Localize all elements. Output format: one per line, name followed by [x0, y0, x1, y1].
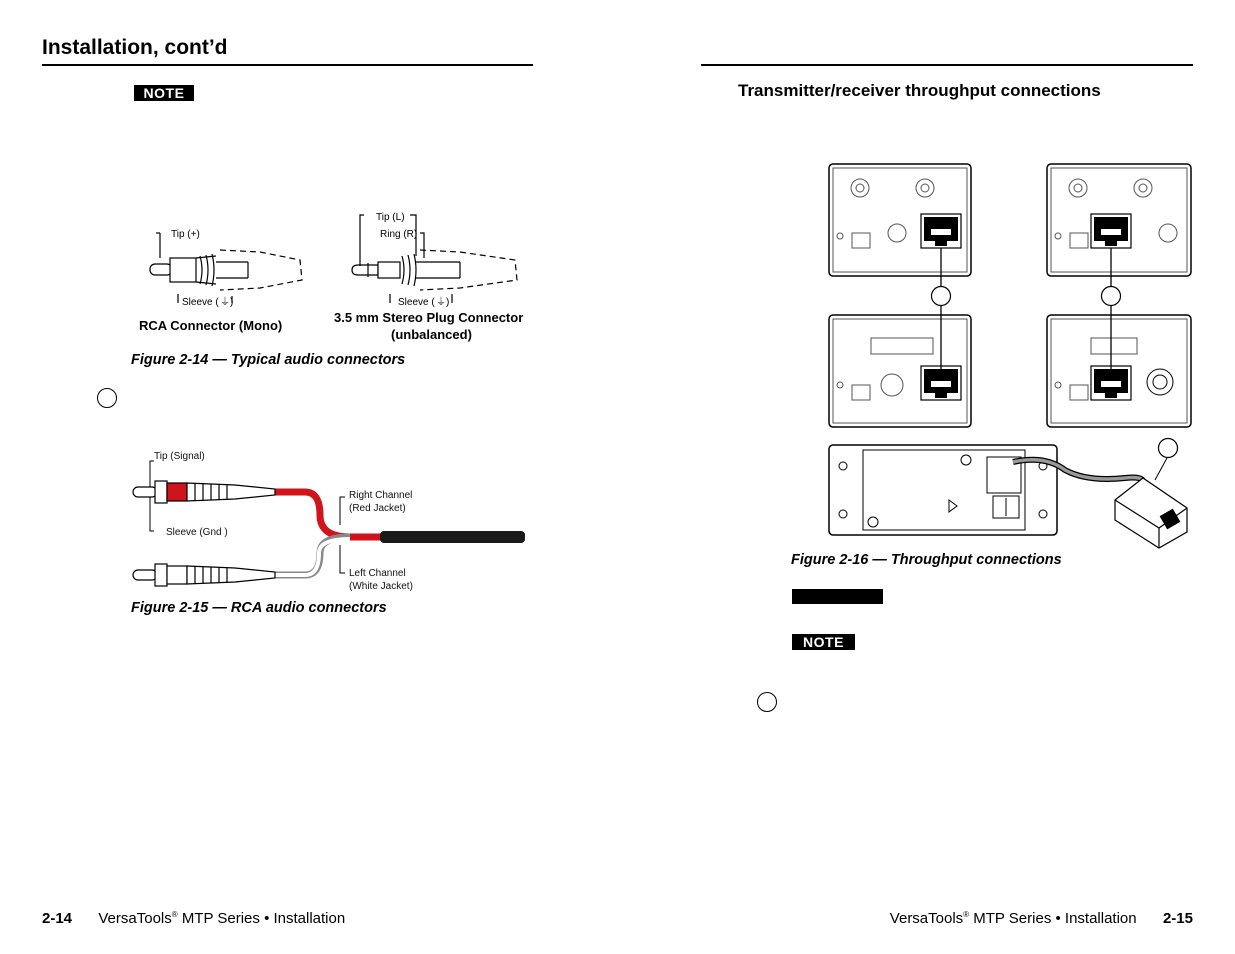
right-page-number: 2-15: [1162, 910, 1193, 927]
tip-signal-label: Tip (Signal): [154, 451, 205, 462]
heading-rule: [42, 64, 533, 66]
transmitter-unit-middle-left: [829, 315, 971, 427]
left-channel-label: Left Channel: [349, 568, 406, 579]
right-channel-jacket-label: (Red Jacket): [349, 503, 406, 514]
figure-2-15-caption: Figure 2-15 — RCA audio connectors: [131, 600, 387, 616]
ground-symbol-icon: ⏚): [436, 297, 450, 308]
section-heading: Transmitter/receiver throughput connections: [738, 81, 1101, 100]
ground-symbol-icon: ⏚): [220, 297, 234, 308]
stereo-plug-drawing: [352, 215, 517, 303]
throughput-connections-figure: [825, 160, 1195, 550]
stereo-tip-label: Tip (L): [376, 212, 405, 223]
left-footer-text: MTP Series • Installation: [177, 910, 346, 927]
callout-circle-2: [1102, 287, 1121, 306]
left-footer: 2-14 VersaTools® MTP Series • Installation: [42, 910, 346, 927]
note-badge: NOTE: [134, 85, 194, 101]
rj45-coupler: [1115, 478, 1187, 548]
step-circle-marker-right: [757, 692, 777, 712]
left-channel-jacket-label: (White Jacket): [349, 581, 413, 592]
receiver-unit-top-left: [829, 164, 971, 276]
right-top-rule: [701, 64, 1193, 66]
stereo-connector-title-1: 3.5 mm Stereo Plug Connector: [334, 310, 524, 325]
rca-plug-drawing: [150, 233, 302, 303]
sleeve-gnd-label: Sleeve (Gnd ): [166, 527, 228, 538]
figure-2-16-caption: Figure 2-16 — Throughput connections: [791, 552, 1062, 568]
right-footer-product: VersaTools: [889, 910, 964, 927]
transmitter-unit-middle-right: [1047, 315, 1191, 427]
callout-circle-3: [1159, 439, 1178, 458]
caution-badge: [792, 589, 883, 604]
step-circle-marker: [97, 388, 117, 408]
rca-sleeve-label: Sleeve (: [182, 297, 219, 308]
left-footer-product: VersaTools: [98, 910, 172, 927]
right-channel-label: Right Channel: [349, 490, 413, 501]
left-page-number: 2-14: [42, 910, 73, 927]
callout-circle-1: [932, 287, 951, 306]
right-footer: VersaTools® MTP Series • Installation 2-15: [889, 910, 1193, 927]
stereo-ring-label: Ring (R): [380, 229, 418, 240]
right-footer-text: MTP Series • Installation: [969, 910, 1137, 927]
rca-tip-label: Tip (+): [171, 229, 200, 240]
stereo-sleeve-label: Sleeve (: [398, 297, 435, 308]
note-badge-right: NOTE: [792, 634, 855, 650]
stereo-connector-title-2: (unbalanced): [391, 327, 472, 342]
rca-cables-figure: [125, 445, 530, 595]
rca-connector-title: RCA Connector (Mono): [139, 318, 283, 333]
figure-2-14-caption: Figure 2-14 — Typical audio connectors: [131, 352, 406, 368]
receiver-unit-top-right: [1047, 164, 1191, 276]
page-heading: Installation, cont’d: [42, 36, 228, 59]
